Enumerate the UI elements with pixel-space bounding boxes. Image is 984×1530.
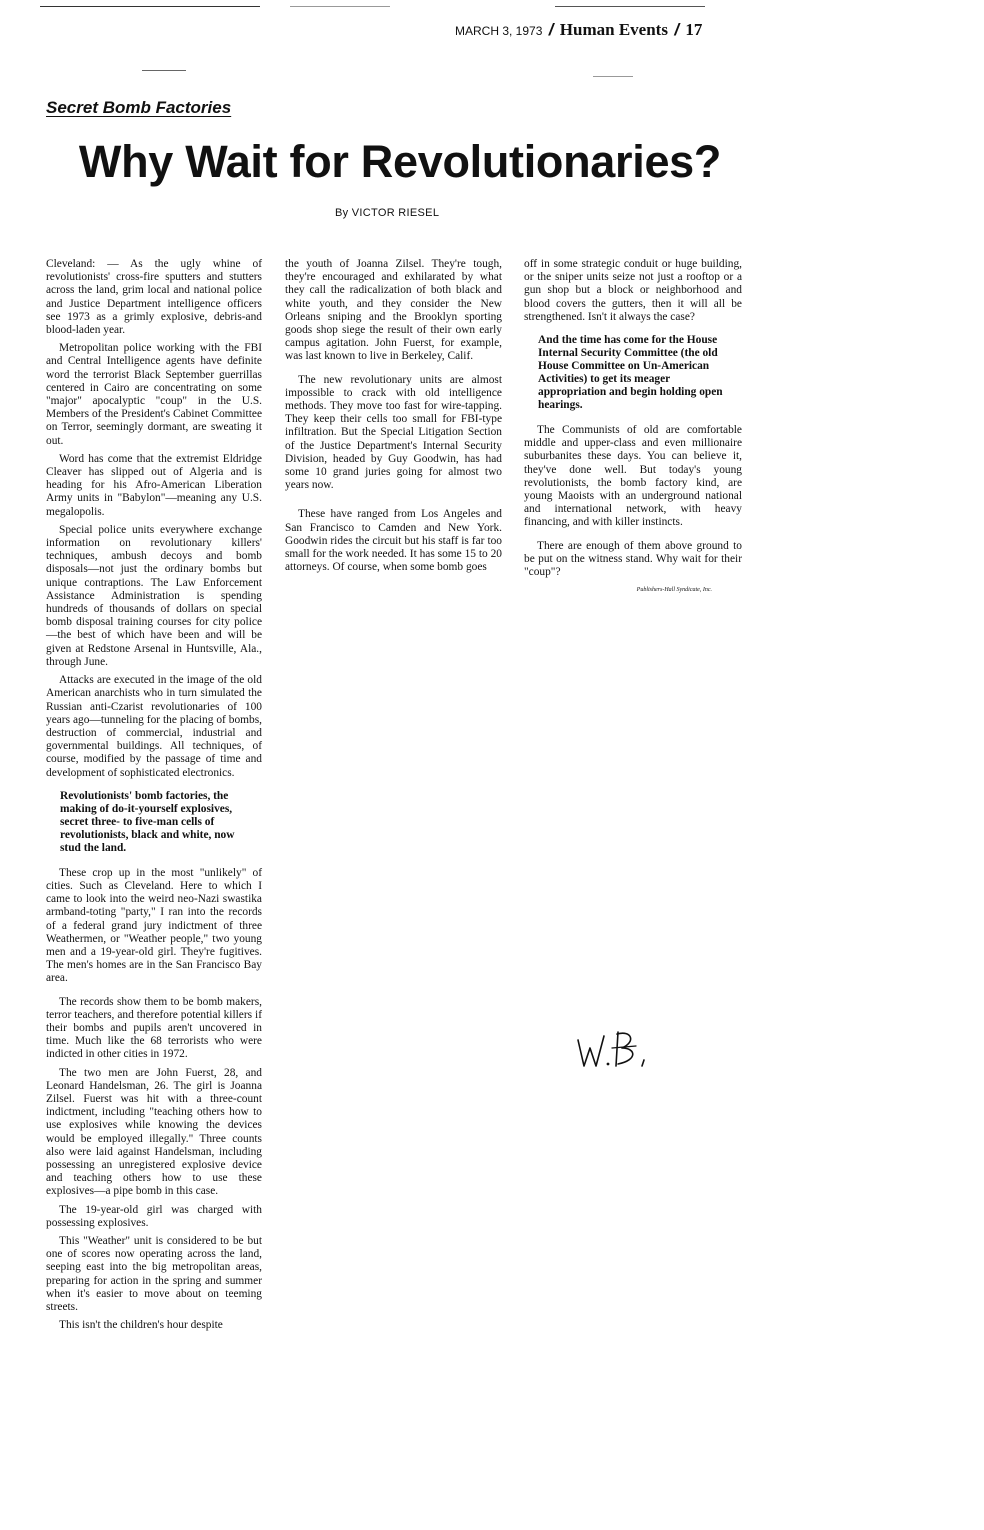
page-number: 17 [685, 20, 703, 39]
article-column-1 [46, 258, 262, 1337]
paragraph: This isn't the children's hour despite [59, 1319, 223, 1332]
issue-date: MARCH 3, 1973 [455, 24, 543, 38]
byline: By VICTOR RIESEL [335, 207, 440, 219]
paragraph: Cleveland: — As the ugly whine of revolutionists' cross-fire sputters and stutters across the land, grim local and national police and Justice Department intelligence officers see 1973 as a grimly explosive, debris-and blood-laden year. [46, 258, 262, 337]
paragraph: There are enough of them above ground to be put on the witness stand. Why wait for their "coup"? [524, 539, 742, 579]
article-column-3 [524, 258, 742, 602]
page-header [455, 20, 755, 40]
paragraph: Special police units everywhere exchange information on revolutionary killers' techniques, ambush decoys and bomb disposals—not just the ordinary bombs but unique contraptions. The Law Enforcement Assistance Administration is spending hundreds of thousands of dollars on special bomb disposal training courses for city police—the best of which have been and will be given at Redstone Arsenal in Huntsville, Ala., through June. [46, 523, 262, 668]
syndicate-credit: Publishers-Hall Syndicate, Inc. [636, 587, 712, 594]
headline: Why Wait for Revolutionaries? [78, 136, 722, 187]
paragraph: The two men are John Fuerst, 28, and Leonard Handelsman, 26. The girl is Joanna Zilsel. Fuerst was hit with a three-count indictment, including "teaching others how to use explosives while knowing the devices would be employed illegally." Three counts also were laid against Handelsman, including possessing an unregistered explosive device and teaching others how to use these explosives—a pipe bomb in this case. [46, 1066, 262, 1198]
publication-name: Human Events [559, 20, 668, 39]
paragraph: Word has come that the extremist Eldridge Cleaver has slipped out of Algeria and is heading for his Afro-American Liberation Army units in "Babylon"—meaning any U.S. megalopolis. [46, 452, 262, 518]
paragraph: the youth of Joanna Zilsel. They're tough, they're encouraged and exhilarated by what they call the radicalization of both black and white youth, and they consider the New Orleans sniping and the Brooklyn sporting goods shop siege the result of their own early campus agitation. John Fuerst, for example, was last known to live in Berkeley, Calif. [285, 258, 502, 363]
pull-quote: And the time has come for the House Internal Security Committee (the old House Committee on Un-American Activities) to get its meager appropriation and begin holding open hearings. [538, 334, 723, 412]
paragraph: The Communists of old are comfortable middle and upper-class and even millionaire suburbanites these days. You can believe it, they've done well. But today's young revolutionists, the bomb factory kind, are young Maoists with an underground national and international network, with heavy financing, and with killer instincts. [524, 424, 742, 529]
paragraph: The records show them to be bomb makers, terror teachers, and therefore potential killers if their bombs and pupils aren't uncovered in time. Much like the 68 terrorists who were indicted in other cities in 1972. [46, 995, 262, 1061]
paragraph: The 19-year-old girl was charged with possessing explosives. [46, 1203, 262, 1229]
paragraph: This "Weather" unit is considered to be but one of scores now operating across the land, seeping east into the big metropolitan areas, preparing for action in the spring and summer when it's easier to move about on teeming streets. [46, 1235, 262, 1314]
top-rule-left [40, 6, 260, 7]
top-rule-center [290, 6, 390, 7]
article-column-2 [285, 258, 502, 579]
pull-quote: Revolutionists' bomb factories, the making of do-it-yourself explosives, secret three- to five-man cells of revolutionists, black and white, now stud the land. [60, 789, 235, 854]
paragraph: These have ranged from Los Angeles and San Francisco to Camden and New York. Goodwin rides the circuit but his staff is far too small for the work needed. It has some 15 to 20 attorneys. Of course, when some bomb goes [285, 508, 502, 574]
paragraph: Attacks are executed in the image of the old American anarchists who in turn simulated the Russian anti-Czarist revolutionaries of 100 years ago—tunneling for the placing of bombs, destruction of commercial, industrial and governmental buildings. All techniques, of course, modified by the passage of time and development of sophisticated electronics. [46, 674, 262, 779]
scan-mark [142, 70, 186, 71]
paragraph: These crop up in the most "unlikely" of cities. Such as Cleveland. Here to which I came to look into the weird neo-Nazi swastika armband-toting "party," I ran into the records of a federal grand jury indictment of three Weathermen, or "Weather people," two young men and a 19-year-old girl. They're fugitives. The men's homes are in the San Francisco Bay area. [46, 866, 262, 985]
section-kicker: Secret Bomb Factories [46, 98, 232, 117]
paragraph: off in some strategic conduit or huge building, or the sniper units seize not just a rooftop or a gun shop but a block or neighborhood and blood covers the gutters, then it will all be strengthened. Isn't it always the case? [524, 258, 742, 323]
scan-mark [593, 76, 633, 77]
paragraph: Metropolitan police working with the FBI and Central Intelligence agents have definite word the terrorist Black September guerrillas centered in Cairo are concentrating on some "major" apocalyptic "coup" in the U.S. Members of the President's Cabinet Committee on Terror, seemingly dormant, are sweating it out. [46, 342, 262, 447]
top-rule-right [555, 6, 705, 7]
header-separator: / [548, 20, 554, 39]
header-separator-2: / [674, 20, 680, 39]
paragraph: The new revolutionary units are almost impossible to crack with old intelligence methods. They move too fast for wire-tapping. They keep their cells too small for FBI-type infiltration. But the Special Litigation Section of the Justice Department's Internal Security Division, headed by Guy Goodwin, has had some 10 grand juries going for almost two years now. [285, 373, 502, 492]
handwritten-initials [572, 1026, 682, 1076]
